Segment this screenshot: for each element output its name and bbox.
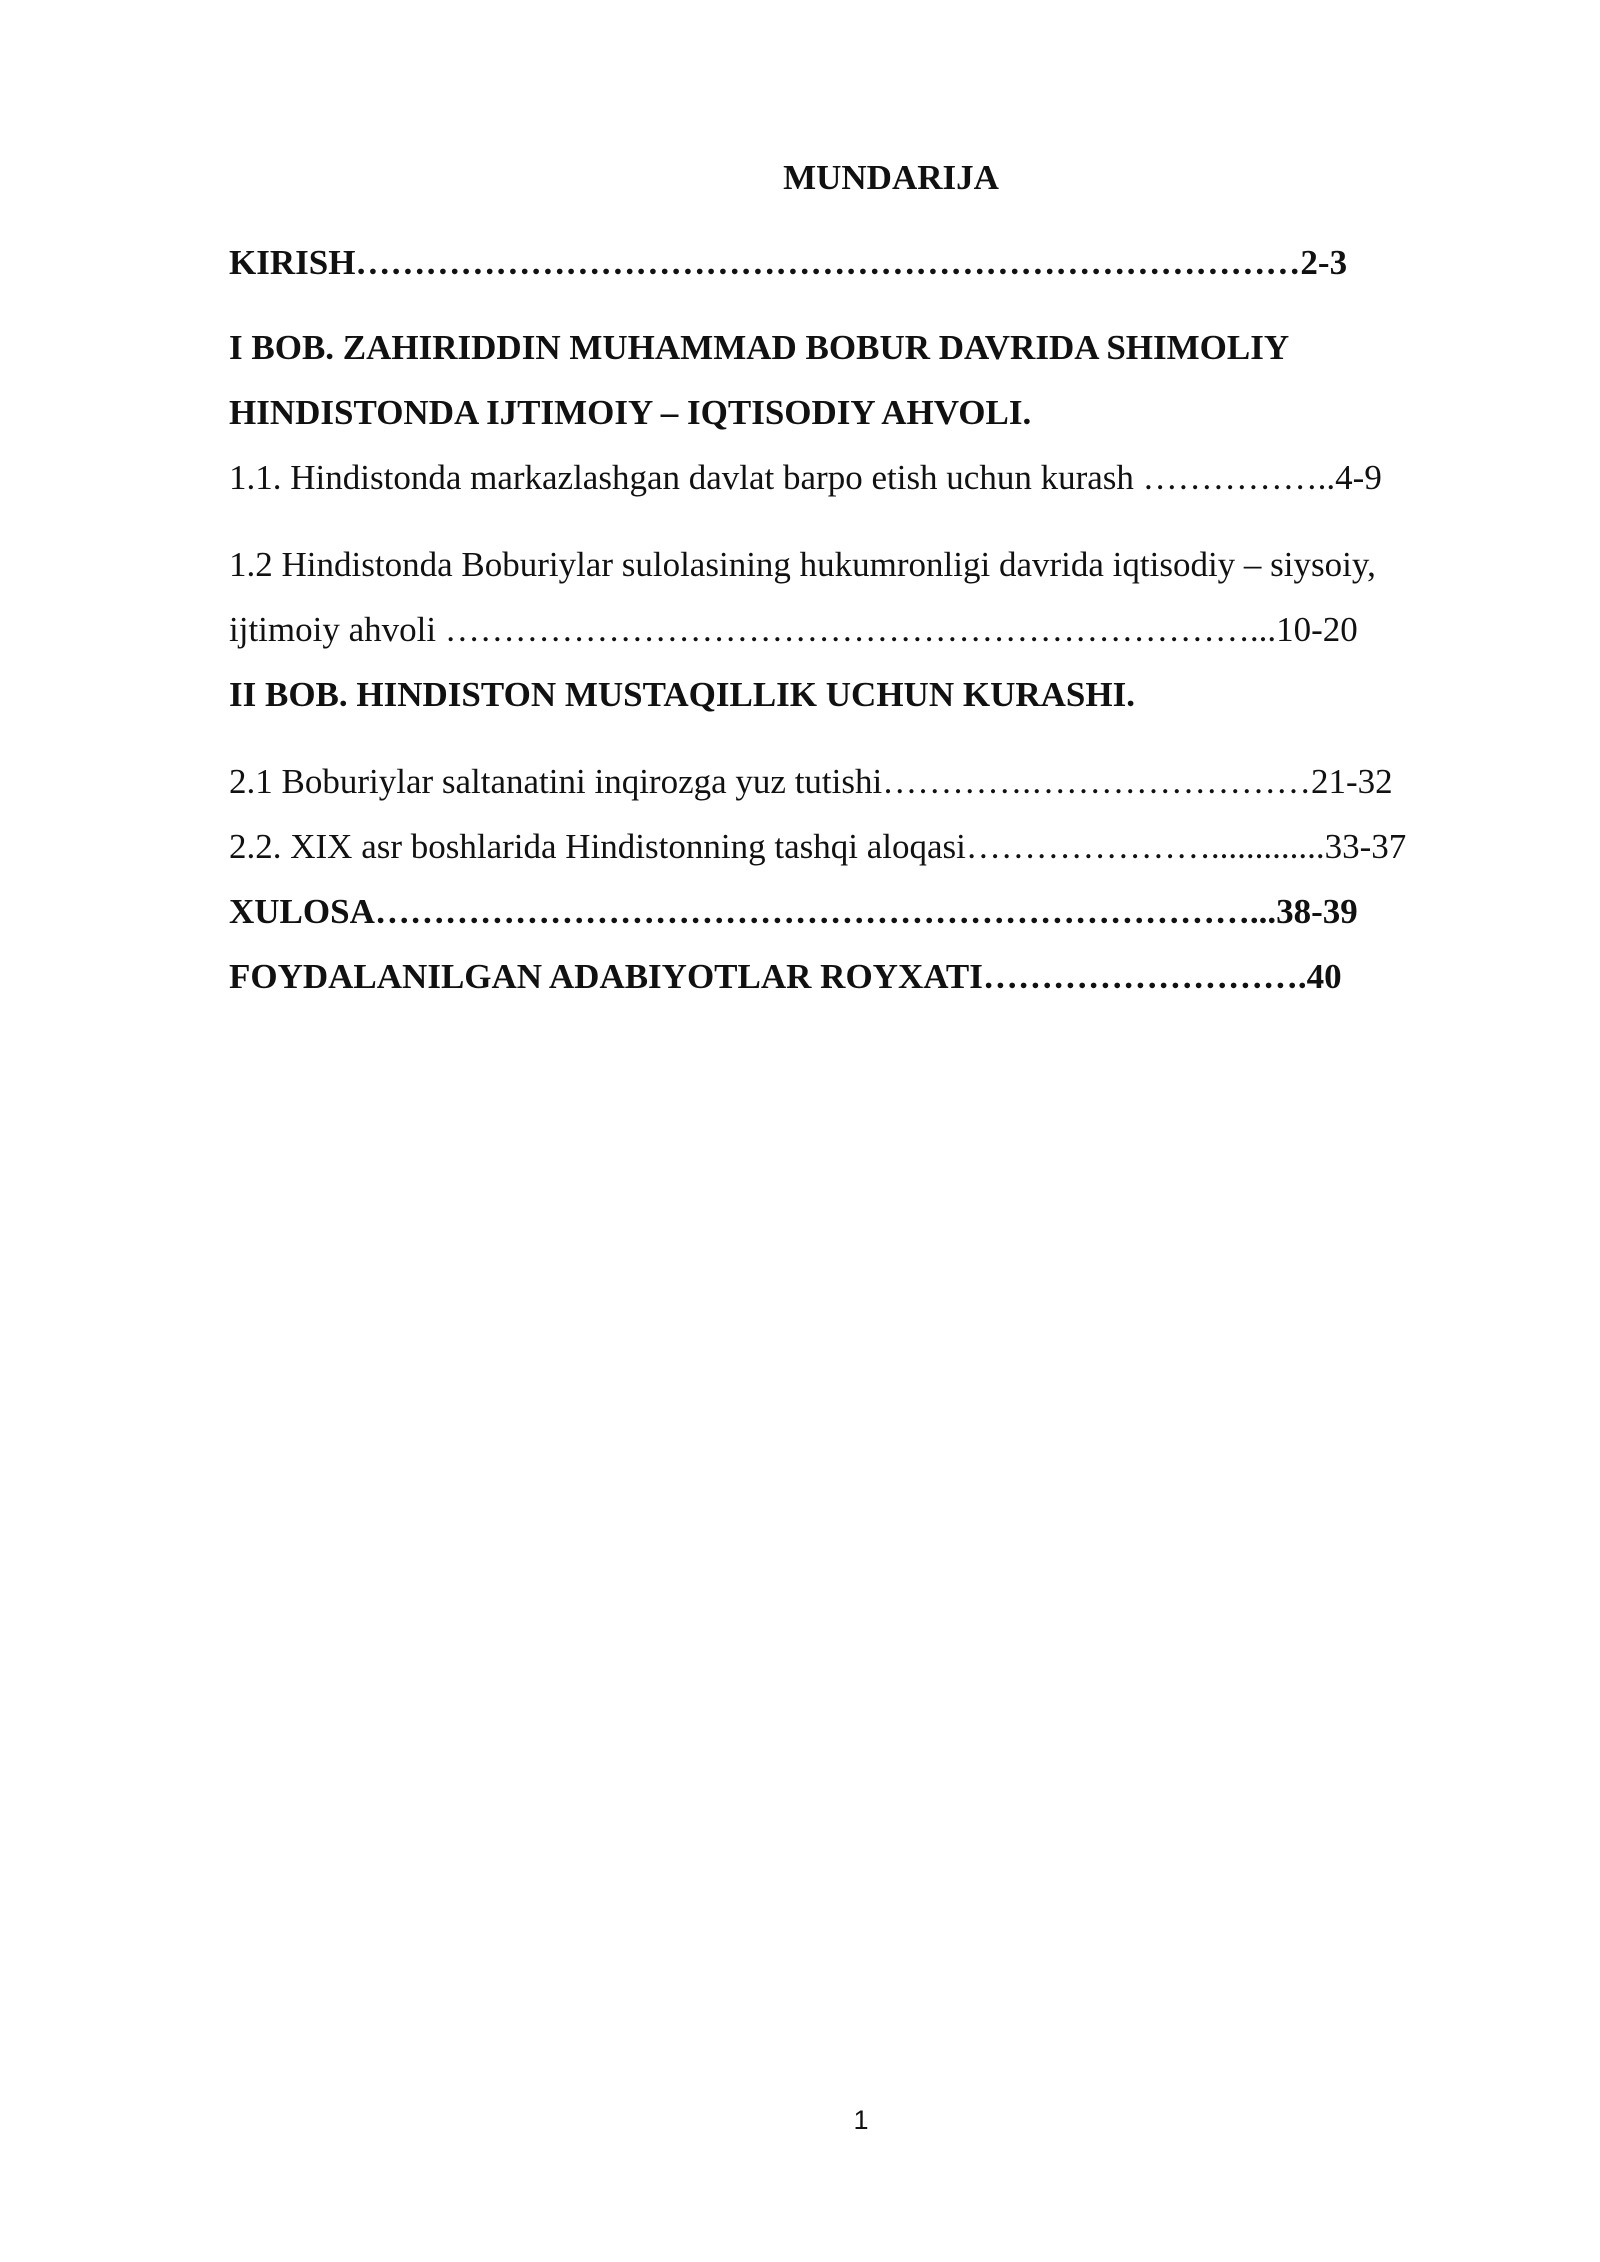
toc-chapter-1-title-continued: HINDISTONDA IJTIMOIY – IQTISODIY AHVOLI. xyxy=(229,393,1032,432)
toc-entry-1-1: 1.1. Hindistonda markazlashgan davlat barpo etish uchun kurash ……………..4-9 xyxy=(229,458,1382,497)
toc-entry-references: FOYDALANILGAN ADABIYOTLAR ROYXATI……………………….40 xyxy=(229,957,1342,996)
toc-chapter-1-title: I BOB. ZAHIRIDDIN MUHAMMAD BOBUR DAVRIDA SHIMOLIY xyxy=(229,328,1290,367)
toc-entry-kirish: KIRISH………………………………………………………………………2-3 xyxy=(229,243,1348,282)
toc-entry-1-2-continued: ijtimoiy ahvoli ……………………………………………………………...10-20 xyxy=(229,610,1358,649)
toc-entry-2-1: 2.1 Boburiylar saltanatini inqirozga yuz tutishi………….……………………21-32 xyxy=(229,762,1393,801)
toc-title: MUNDARIJA xyxy=(783,158,999,197)
table-of-contents xyxy=(229,148,1489,1009)
toc-entry-xulosa: XULOSA…………………………………………………………………...38-39 xyxy=(229,892,1358,931)
toc-chapter-2-title: II BOB. HINDISTON MUSTAQILLIK UCHUN KURASHI. xyxy=(229,675,1135,714)
toc-entry-2-2: 2.2. XIX asr boshlarida Hindistonning tashqi aloqasi………………….............33-37 xyxy=(229,827,1407,866)
toc-entry-1-2: 1.2 Hindistonda Boburiylar sulolasining hukumronligi davrida iqtisodiy – siysoiy, xyxy=(229,545,1376,584)
page-number: 1 xyxy=(853,2105,869,2135)
